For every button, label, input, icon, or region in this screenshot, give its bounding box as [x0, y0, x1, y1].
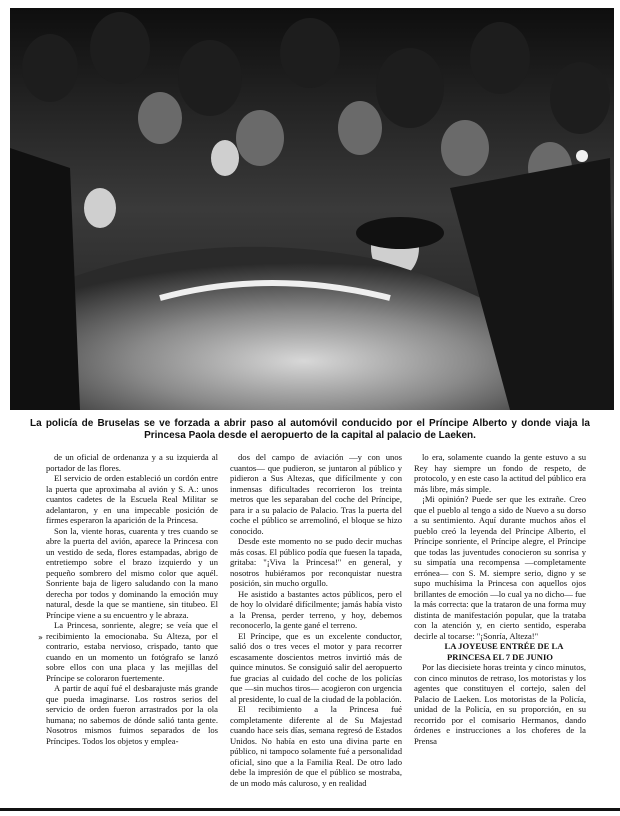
bottom-rule [0, 808, 620, 811]
article-column-3 [414, 452, 586, 804]
paragraph: lo era, solamente cuando la gente estuvo a su Rey hay siempre un fondo de respeto, de protocolo, y en este caso la actitud del público era más libre, más simple. [414, 452, 586, 494]
photo-caption: La policía de Bruselas se ve forzada a abrir paso al automóvil conducido por el Príncipe Alberto y donde viaja la Princesa Paola desde el aeropuerto de la capital al palacio de Laeken. [30, 418, 590, 441]
paragraph: Por las diecisiete horas treinta y cinco minutos, con cinco minutos de retraso, los motoristas y los agentes que constituyen el cortejo, salen del Palacio de Laeken. Los motoristas de la Policía, unidad de la Policía, en su proporción, en su recorrido por el comisario Hermanos, dando órdenes e instrucciones a los choferes de la Prensa [414, 662, 586, 746]
paragraph: La Princesa, sonriente, alegre; se veía que el recibimiento la emocionaba. Su Alteza, por el contrario, estaba nervioso, crispado, tanto que cuando en un momento un fotógrafo se lanzó sobre ellos con una placa y las mejillas del Príncipe se coloraron fuertemente. [46, 620, 218, 683]
article-column-2 [230, 452, 402, 804]
paragraph: Son la, viente horas, cuarenta y tres cuando se abre la puerta del avión, aparece la Princesa con un vestido de seda, flores estampadas, abrigo de entretiempo sobre el brazo izquierdo y un pequeño sombrero del mismo color que aquél. Sonriente baja de ligero saludando con la mano derecha por todos y dominando la emoción muy natural, desde la que se mantiene, sin titubeo. El Príncipe viene a su encuentro y le abraza. [46, 525, 218, 620]
crowd-photo [10, 8, 614, 410]
paragraph: de un oficial de ordenanza y a su izquierda al portador de las flores. [46, 452, 218, 473]
section-subhead: LA JOYEUSE ENTRÉE DE LA PRINCESA EL 7 DE JUNIO [444, 641, 564, 662]
paragraph: dos del campo de aviación —y con unos cuantos— que pudieron, se juntaron al público y pidieron a Sus Altezas, que difícilmente y con inmensas dificultades recorrieron los treinta metros que les separaban del coche del Príncipe, para ir a su palacio de Palacio. Tras la puerta del coche el público se arremolinó, el bloque se hizo conocido. [230, 452, 402, 536]
margin-mark: » [38, 633, 43, 642]
paragraph: El servicio de orden estableció un cordón entre la puerta que aproximaba al avión y S. A.: unos cuantos cadetes de la Escuela Real Militar se adelantaron, y en una impecable posición de firmes esperaron la aparición de la Princesa. [46, 473, 218, 525]
article-column-1 [46, 452, 218, 804]
paragraph: Desde este momento no se pudo decir muchas más cosas. El público podía que fuesen la tapada, gritaba: "¡Viva la Princesa!" en general, y nosotros hubiéramos por reconquistar nuestra posición, sin mucho orgullo. [230, 536, 402, 588]
crowd-photo-graphic [10, 8, 614, 410]
paragraph: El Príncipe, que es un excelente conductor, salió dos o tres veces el motor y para recorrer escasamente doscientos metros invirtió más de quince minutos. Se consiguió salir del aeropuerto fue gracias al cuidado del coche de los policías que —sin muchos tiros— acogieron con urgencia al presidente, lo cual de la ciudad de la población. [230, 630, 402, 704]
paragraph: El recibimiento a la Princesa fué completamente diferente al de Su Majestad cuando hace seis días, semana regresó de Estados Unidos. No había en esto una divina parte en público, ni tampoco solamente fué a personalidad oficial, sino que a la Familia Real. De otro lado debe la impresión de que el público se mostraba, de un modo más caluroso, y en realidad [230, 704, 402, 788]
paragraph: ¡Mi opinión? Puede ser que les extrañe. Creo que el pueblo al tengo a sido de Nuevo a su dorso a su sentimiento. Aquí durante muchos años el pueblo creó la leyenda del Príncipe Alberto, el Príncipe sonriente, el Príncipe alegre, el Príncipe que todas las juventudes conocieron su sonrisa y su simpatía una recompensa —completamente errónea— con S. M. siempre serio, digno y se supo muchísima la Princesa con aquellos ojos brillantes de emoción —lo cual ya no dicho— fue la más correcta: que la trataron de una forma muy distinta de manifestación popular, que la trataba con la atención y, en cierto sentido, esperaba decirle al tocarse: "¡Sonría, Alteza!" [414, 494, 586, 641]
article-body [46, 452, 586, 806]
paragraph: He asistido a bastantes actos públicos, pero el de hoy lo olvidaré difícilmente; jamás había visto a la Prensa, perder terreno, y hoy, debemos reconocerlo, la gente gané el terreno. [230, 588, 402, 630]
paragraph: A partir de aquí fué el desbarajuste más grande que pueda imaginarse. Los rostros serios del servicio de orden fueron arrastrados por la ola humana; no sabemos de dónde salió tanta gente. Nosotros mismos fuimos separados de los Príncipes. Todos los objetos y emplea- [46, 683, 218, 746]
